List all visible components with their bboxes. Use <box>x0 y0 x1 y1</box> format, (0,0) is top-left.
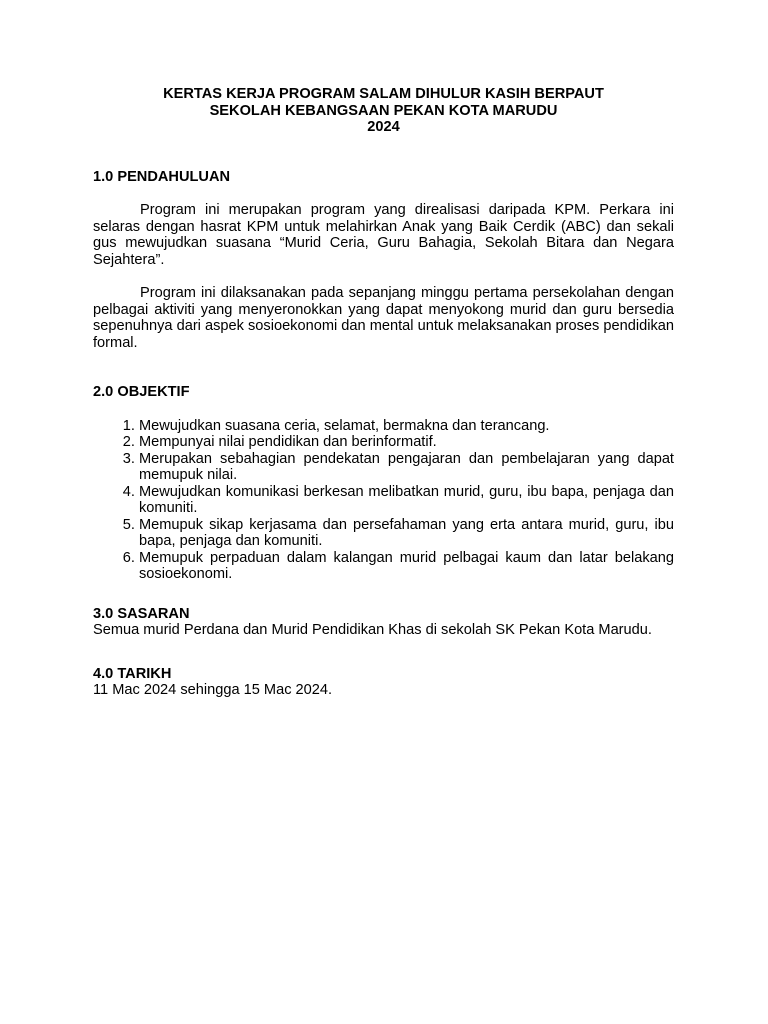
title-line-2: SEKOLAH KEBANGSAAN PEKAN KOTA MARUDU <box>209 102 558 119</box>
section-heading-objektif: 2.0 OBJEKTIF <box>93 384 190 400</box>
pendahuluan-paragraph-2: Program ini dilaksanakan pada sepanjang minggu pertama persekolahan dengan pelbagai aktiviti yang menyeronokkan yang dapat menyokong murid dan guru bersedia sepenuhnya dari aspek sosioekonomi dan mental untuk melaksanakan proses pendidikan formal. <box>93 285 674 351</box>
objective-item: 6. Memupuk perpaduan dalam kalangan murid pelbagai kaum dan latar belakang sosioekonomi. <box>139 550 674 583</box>
sasaran-text: Semua murid Perdana dan Murid Pendidikan Khas di sekolah SK Pekan Kota Marudu. <box>93 622 652 638</box>
section-heading-pendahuluan: 1.0 PENDAHULUAN <box>93 168 231 185</box>
objective-item: 5. Memupuk sikap kerjasama dan persefahaman yang erta antara murid, guru, ibu bapa, penjaga dan komuniti. <box>139 517 674 550</box>
objective-item: 2. Mempunyai nilai pendidikan dan berinformatif. <box>139 434 674 451</box>
title-line-1: KERTAS KERJA PROGRAM SALAM DIHULUR KASIH BERPAUT <box>163 86 604 102</box>
title-year: 2024 <box>367 119 400 135</box>
objective-item: 3. Merupakan sebahagian pendekatan pengajaran dan pembelajaran yang dapat memupuk nilai. <box>139 451 674 484</box>
tarikh-text: 11 Mac 2024 sehingga 15 Mac 2024. <box>93 682 333 698</box>
section-heading-tarikh: 4.0 TARIKH <box>93 665 172 682</box>
objective-item: 1. Mewujudkan suasana ceria, selamat, bermakna dan terancang. <box>139 418 674 435</box>
objective-item: 4. Mewujudkan komunikasi berkesan melibatkan murid, guru, ibu bapa, penjaga dan komuniti. <box>139 484 674 517</box>
document-title <box>93 86 674 136</box>
section-heading-sasaran: 3.0 SASARAN <box>93 605 190 622</box>
objectives-list <box>93 418 674 583</box>
pendahuluan-paragraph-1: Program ini merupakan program yang direalisasi daripada KPM. Perkara ini selaras dengan hasrat KPM untuk melahirkan Anak yang Baik Cerdik (ABC) dan sekali gus mewujudkan suasana “Murid Ceria, Guru Bahagia, Sekolah Bitara dan Negara Sejahtera”. <box>93 202 674 268</box>
